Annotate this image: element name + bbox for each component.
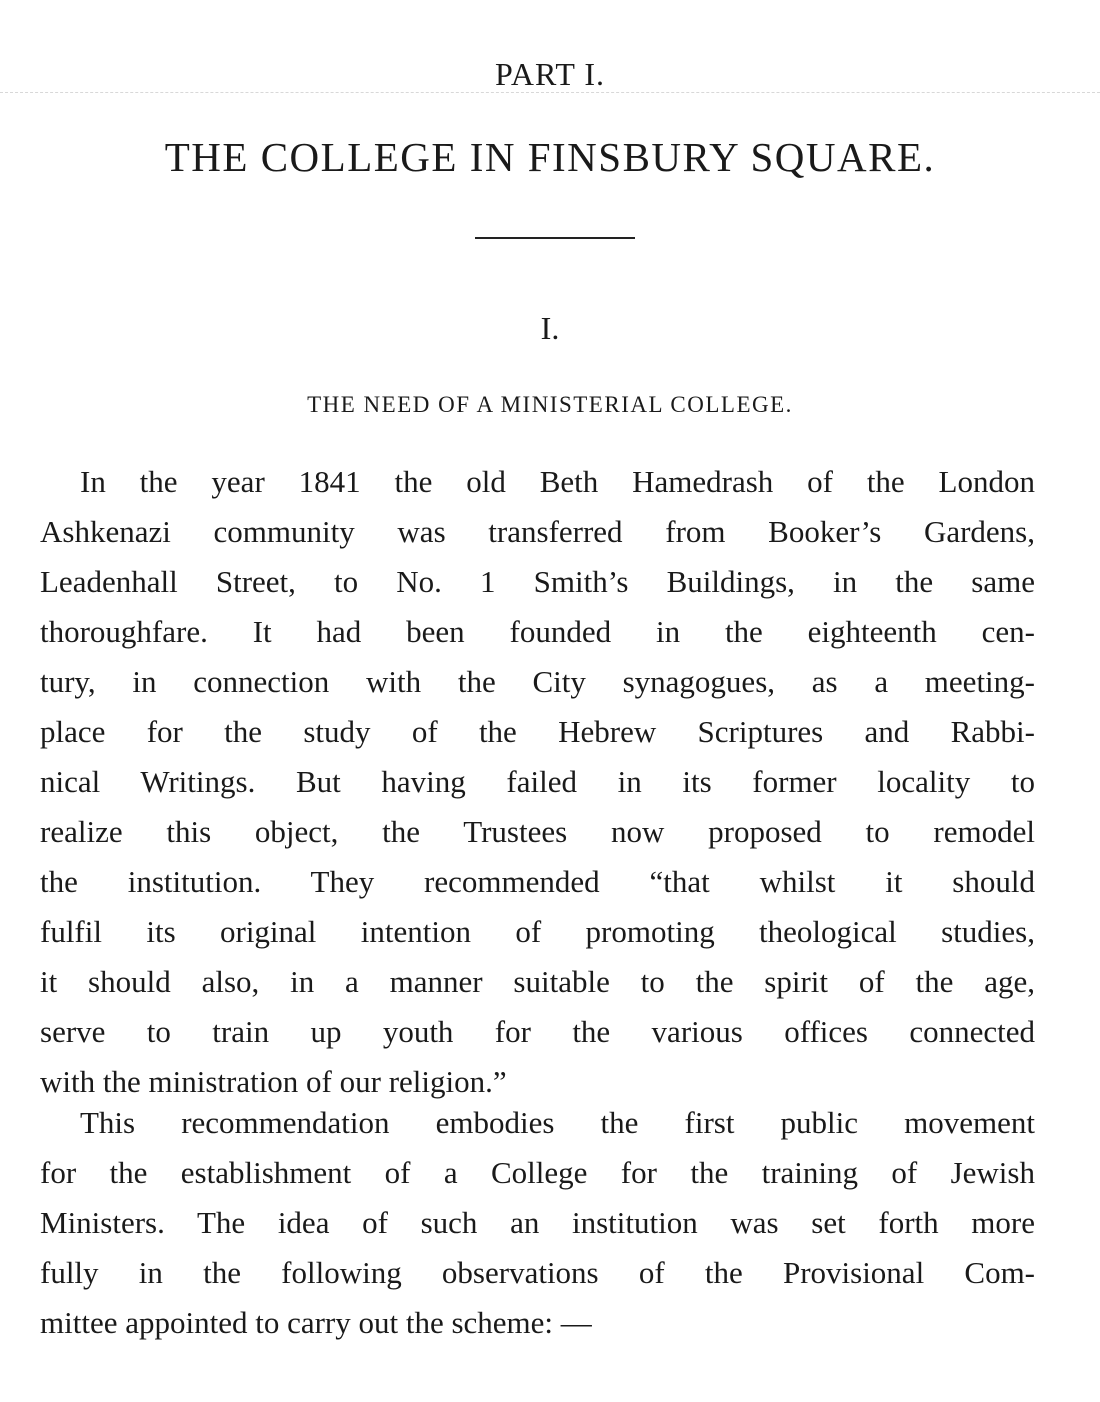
text-line: nical Writings. But having failed in its former locality to xyxy=(40,764,1035,799)
text-line: with the ministration of our religion.” xyxy=(40,1064,507,1099)
text-line: Ministers. The idea of such an institution was set forth more xyxy=(40,1205,1035,1240)
text-line: Ashkenazi community was transferred from Booker’s Gardens, xyxy=(40,514,1035,549)
section-number: I. xyxy=(540,310,560,346)
paragraph-2 xyxy=(40,1098,1035,1348)
text-line: This recommendation embodies the first public movement xyxy=(80,1105,1035,1140)
text-line: fulfil its original intention of promoting theological studies, xyxy=(40,914,1035,949)
text-line: tury, in connection with the City synagogues, as a meeting- xyxy=(40,664,1035,699)
text-line: place for the study of the Hebrew Scriptures and Rabbi- xyxy=(40,714,1035,749)
title-divider xyxy=(475,237,635,239)
text-line: for the establishment of a College for the training of Jewish xyxy=(40,1155,1035,1190)
chapter-title: THE COLLEGE IN FINSBURY SQUARE. xyxy=(164,134,936,180)
text-line: In the year 1841 the old Beth Hamedrash of the London xyxy=(80,464,1035,499)
text-line: mittee appointed to carry out the scheme: — xyxy=(40,1305,592,1340)
text-line: serve to train up youth for the various offices connected xyxy=(40,1014,1035,1049)
text-line: it should also, in a manner suitable to the spirit of the age, xyxy=(40,964,1035,999)
section-title: THE NEED OF A MINISTERIAL COLLEGE. xyxy=(307,392,793,417)
paragraph-1 xyxy=(40,457,1035,1107)
text-line: Leadenhall Street, to No. 1 Smith’s Buildings, in the same xyxy=(40,564,1035,599)
text-line: fully in the following observations of the Provisional Com- xyxy=(40,1255,1035,1290)
text-line: the institution. They recommended “that whilst it should xyxy=(40,864,1035,899)
text-line: realize this object, the Trustees now proposed to remodel xyxy=(40,814,1035,849)
part-heading: PART I. xyxy=(494,56,605,92)
text-line: thoroughfare. It had been founded in the eighteenth cen- xyxy=(40,614,1035,649)
